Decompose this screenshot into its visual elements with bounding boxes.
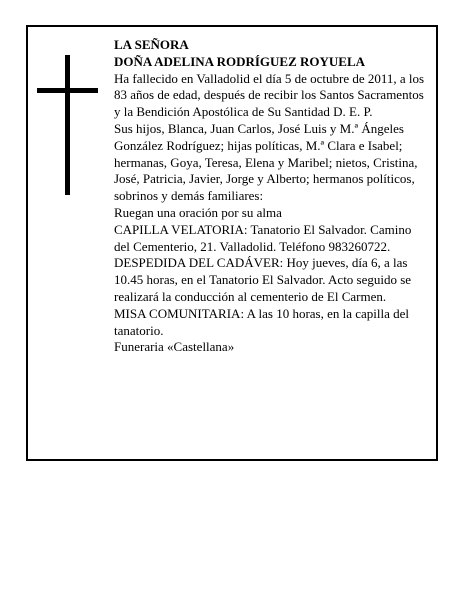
mass-info: MISA COMUNITARIA: A las 10 horas, en la capilla del tanatorio. [114,305,410,338]
funeral-home: Funeraria «Castellana» [114,339,235,355]
cross-icon-bar [37,88,98,93]
obituary-title: LA SEÑORA [114,37,189,52]
prayer-request: Ruegan una oración por su alma [114,204,282,220]
deceased-name: DOÑA ADELINA RODRÍGUEZ ROYUELA [114,53,366,69]
family-list: Sus hijos, Blanca, Juan Carlos, José Luis y M.ª Ángeles González Rodríguez; hijas políticas, M.ª Clara e Isabel; hermanas, Goya, Teresa, Elena y Maribel; nietos, Cristina, José, Patricia, Javier, Jorge y Alberto; hermanos políticos, sobrinos y demás familiares: [114,120,418,204]
farewell-info: DESPEDIDA DEL CADÁVER: Hoy jueves, día 6, a las 10.45 horas, en el Tanatorio El Salvador. Acto seguido se realizará la conducción al cementerio de El Carmen. [114,255,412,304]
death-announcement: Ha fallecido en Valladolid el día 5 de octubre de 2011, a los 83 años de edad, después de recibir los Santos Sacramentos y la Bendición Apostólica de Su Santidad D. E. P. [114,70,425,120]
obituary-text [114,37,426,356]
chapel-info: CAPILLA VELATORIA: Tanatorio El Salvador. Camino del Cementerio, 21. Valladolid. Teléfono 983260722. [114,221,412,254]
cross-icon [65,55,70,195]
